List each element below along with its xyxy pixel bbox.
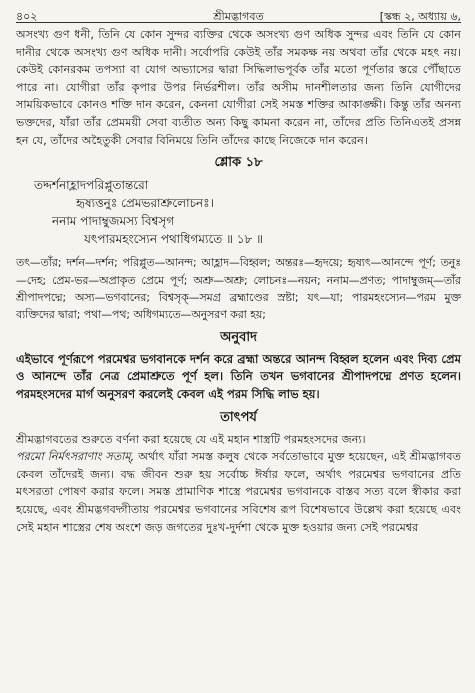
purport-text [16,431,461,537]
verse-line: তদ্দর্শনাহ্লাদপরিপ্লুতান্তরো [34,178,149,193]
purport-start: শ্রীমদ্ভাগবতের শুরুতে বর্ণনা করা হয়েছে যে এই মহান শাস্ত্রটি পরমহংসদের জন্য। [16,432,366,446]
intro-paragraph: অসংখ্য গুণ ধনী, তিনি যে কোন সুন্দর ব্যক্তির থেকে অসংখ্য গুণ অধিক সুন্দর এবং তিনি যে কোন দানীর থেকে অসংখ্য গুণ অধিক দানী। সর্বোপরি কেউই তাঁর সমকক্ষ নয় অথবা তাঁর থেকে মহৎ নয়। কেউই কোনরকম তপস্যা বা যোগ অভ্যাসের দ্বারা সিদ্ধিলাভপূর্বক তাঁর মতো পূর্ণতার স্তরে পৌঁছাতে পারে না। যোগীরা তাঁর কৃপার উপর নির্ভরশীল। তাঁর অসীম দানশীলতার জন্য তিনি যোগীদের সাময়িকভাবে কোনও শক্তি দান করেন, কেননা যোগীরা সেই সমস্ত শক্তির আকাঙ্ক্ষী। কিন্তু তাঁর অনন্য ভক্তদের, যাঁরা তাঁর প্রেমময়ী সেবা ব্যতীত অন্য কিছু কামনা করেন না, তাঁদের প্রতি তিনিএতই প্রসন্ন হন যে, তাঁদের অহৈতুকী সেবার বিনিময়ে তিনি তাঁদের কাছে নিজেকে দান করেন। [16,28,461,147]
chapter-reference: [স্কন্ধ ২, অধ্যায় ৬, [379,10,461,23]
verse-line: ননাম পাদাম্বুজমস্য বিশ্বসৃগ [52,214,175,229]
purport-heading: তাৎপর্য [220,409,257,425]
verse-heading: শ্লোক ১৮ [214,155,263,171]
translation-text: এইভাবে পূর্ণরূপে পরমেশ্বর ভগবানকে দর্শন করে ব্রহ্মা অন্তরে আনন্দ বিহ্বল হলেন এবং দিব্য প্রেম ও আনন্দে তাঁর নেত্র প্রেমাশ্রুতে পূর্ণ হল। তিনি তখন ভগবানের শ্রীপাদপদ্মে প্রণত হলেন। পরমহংসদের মার্গ অনুসরণ করলেই কেবল এই পরম সিদ্ধি লাভ হয়। [16,351,461,401]
book-title: শ্রীমদ্ভাগবত [213,10,264,23]
verse-line: হৃষ্যত্তনুঃ প্রেমভরাশ্রুলোচনঃ। [76,196,214,211]
purport-rest: অর্থাৎ যাঁরা সমস্ত কলুষ থেকে সর্বতোভাবে মুক্ত হয়েছেন, এই শ্রীমদ্ভাগবত কেবল তাঁদেরই জন্য। বদ্ধ জীবন শুরু হয় সর্বোচ্চ ঈর্ষার ফলে, অর্থাৎ পরমেশ্বর ভগবানের প্রতি মৎসরতা পোষণ করার ফলে। সমস্ত প্রামাণিক শাস্ত্রে পরমেশ্বর ভগবানকে বাস্তব সত্য বলে স্বীকার করা হয়েছে, এবং শ্রীমদ্ভগবদ্গীতায় পরমেশ্বর ভগবানের সবিশেষ রূপ বিশেষভাবে উল্লেখ করা হয়েছে এবং সেই মহান শাস্ত্রের শেষ অংশে জড় জগতের দুঃখ-দুর্দশা থেকে মুক্ত হওয়ার জন্য সেই পরমেশ্বর [16,450,461,534]
header-rule [16,22,461,23]
word-synonyms: তৎ—তাঁর; দর্শন—দর্শন; পরিপ্লুত—আনন্দ; আহ্লাদ—বিহ্বল; অন্তরঃ—হৃদয়ে; হৃষ্যৎ—আনন্দে পূর্ণ; তনুঃ—দেহ; প্রেম-ভর—অপ্রাকৃত প্রেমে পূর্ণ; অশ্রু—অশ্রু; লোচনঃ—নয়ন; ননাম—প্রণত; পাদাম্বুজম্—তাঁর শ্রীপাদপদ্মে; অস্য—ভগবানের; বিশ্বসৃক্—সমগ্র ব্রহ্মাণ্ডের স্রষ্টা; যৎ—যা; পারমহংস্যেন—পরম মুক্ত ব্যক্তিদের দ্বারা; পথা—পথ; অধিগম্যতে—অনুসরণ করা হয়; [16,256,461,322]
purport-quote: পরমো নির্মৎসরাণাং সতাম্, [16,450,135,464]
sanskrit-verse [16,176,461,248]
running-header [16,6,461,26]
translation-heading: অনুবাদ [220,329,257,345]
page-number: ৪০২ [16,10,38,23]
verse-line: যৎপারমহংস্যেন পথাধিগম্যতে ॥ ১৮ ॥ [84,232,263,247]
